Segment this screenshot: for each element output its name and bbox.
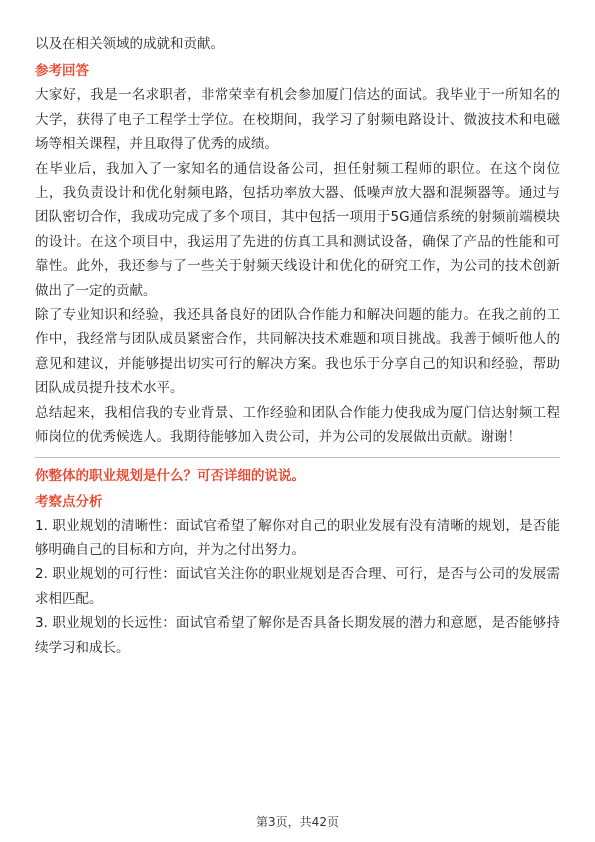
answer-paragraph: 大家好，我是一名求职者，非常荣幸有机会参加厦门信达的面试。我毕业于一所知名的大学，获得了电子工程学士学位。在校期间，我学习了射频电路设计、微波技术和电磁场等相关课程，并且取得了优秀的成绩。 [35,87,560,153]
analysis-item: 2. 职业规划的可行性：面试官关注你的职业规划是否合理、可行，是否与公司的发展需求相匹配。 [35,566,560,607]
answer-paragraph: 在毕业后，我加入了一家知名的通信设备公司，担任射频工程师的职位。在这个岗位上，我负责设计和优化射频电路，包括功率放大器、低噪声放大器和混频器等。通过与团队密切合作，我成功完成了多个项目，其中包括一项用于5G通信系统的射频前端模块的设计。在这个项目中，我运用了先进的仿真工具和测试设备，确保了产品的性能和可靠性。此外，我还参与了一些关于射频天线设计和优化的研究工作，为公司的技术创新做出了一定的贡献。 [35,160,560,299]
answer-paragraph: 除了专业知识和经验，我还具备良好的团队合作能力和解决问题的能力。在我之前的工作中，我经常与团队成员紧密合作，共同解决技术难题和项目挑战。我善于倾听他人的意见和建议，并能够提出切实可行的解决方案。我也乐于分享自己的知识和经验，帮助团队成员提升技术水平。 [35,307,560,397]
page-content [35,31,560,660]
section-divider [35,457,560,458]
intro-tail-text: 以及在相关领域的成就和贡献。 [35,36,224,52]
answer-paragraph: 总结起来，我相信我的专业背景、工作经验和团队合作能力使我成为厦门信达射频工程师岗位的优秀候选人。我期待能够加入贵公司，并为公司的发展做出贡献。谢谢！ [35,404,560,446]
page-number-footer: 第3页，共42页 [256,815,339,829]
analysis-heading: 考察点分析 [35,493,103,510]
analysis-item: 3. 职业规划的长远性：面试官希望了解你是否具备长期发展的潜力和意愿，是否能够持续学习和成长。 [35,615,560,656]
question-heading: 你整体的职业规划是什么？可否详细的说说。 [35,467,305,484]
answer-heading: 参考回答 [35,63,89,80]
analysis-item: 1. 职业规划的清晰性：面试官希望了解你对自己的职业发展有没有清晰的规划，是否能够明确自己的目标和方向，并为之付出努力。 [35,517,560,558]
